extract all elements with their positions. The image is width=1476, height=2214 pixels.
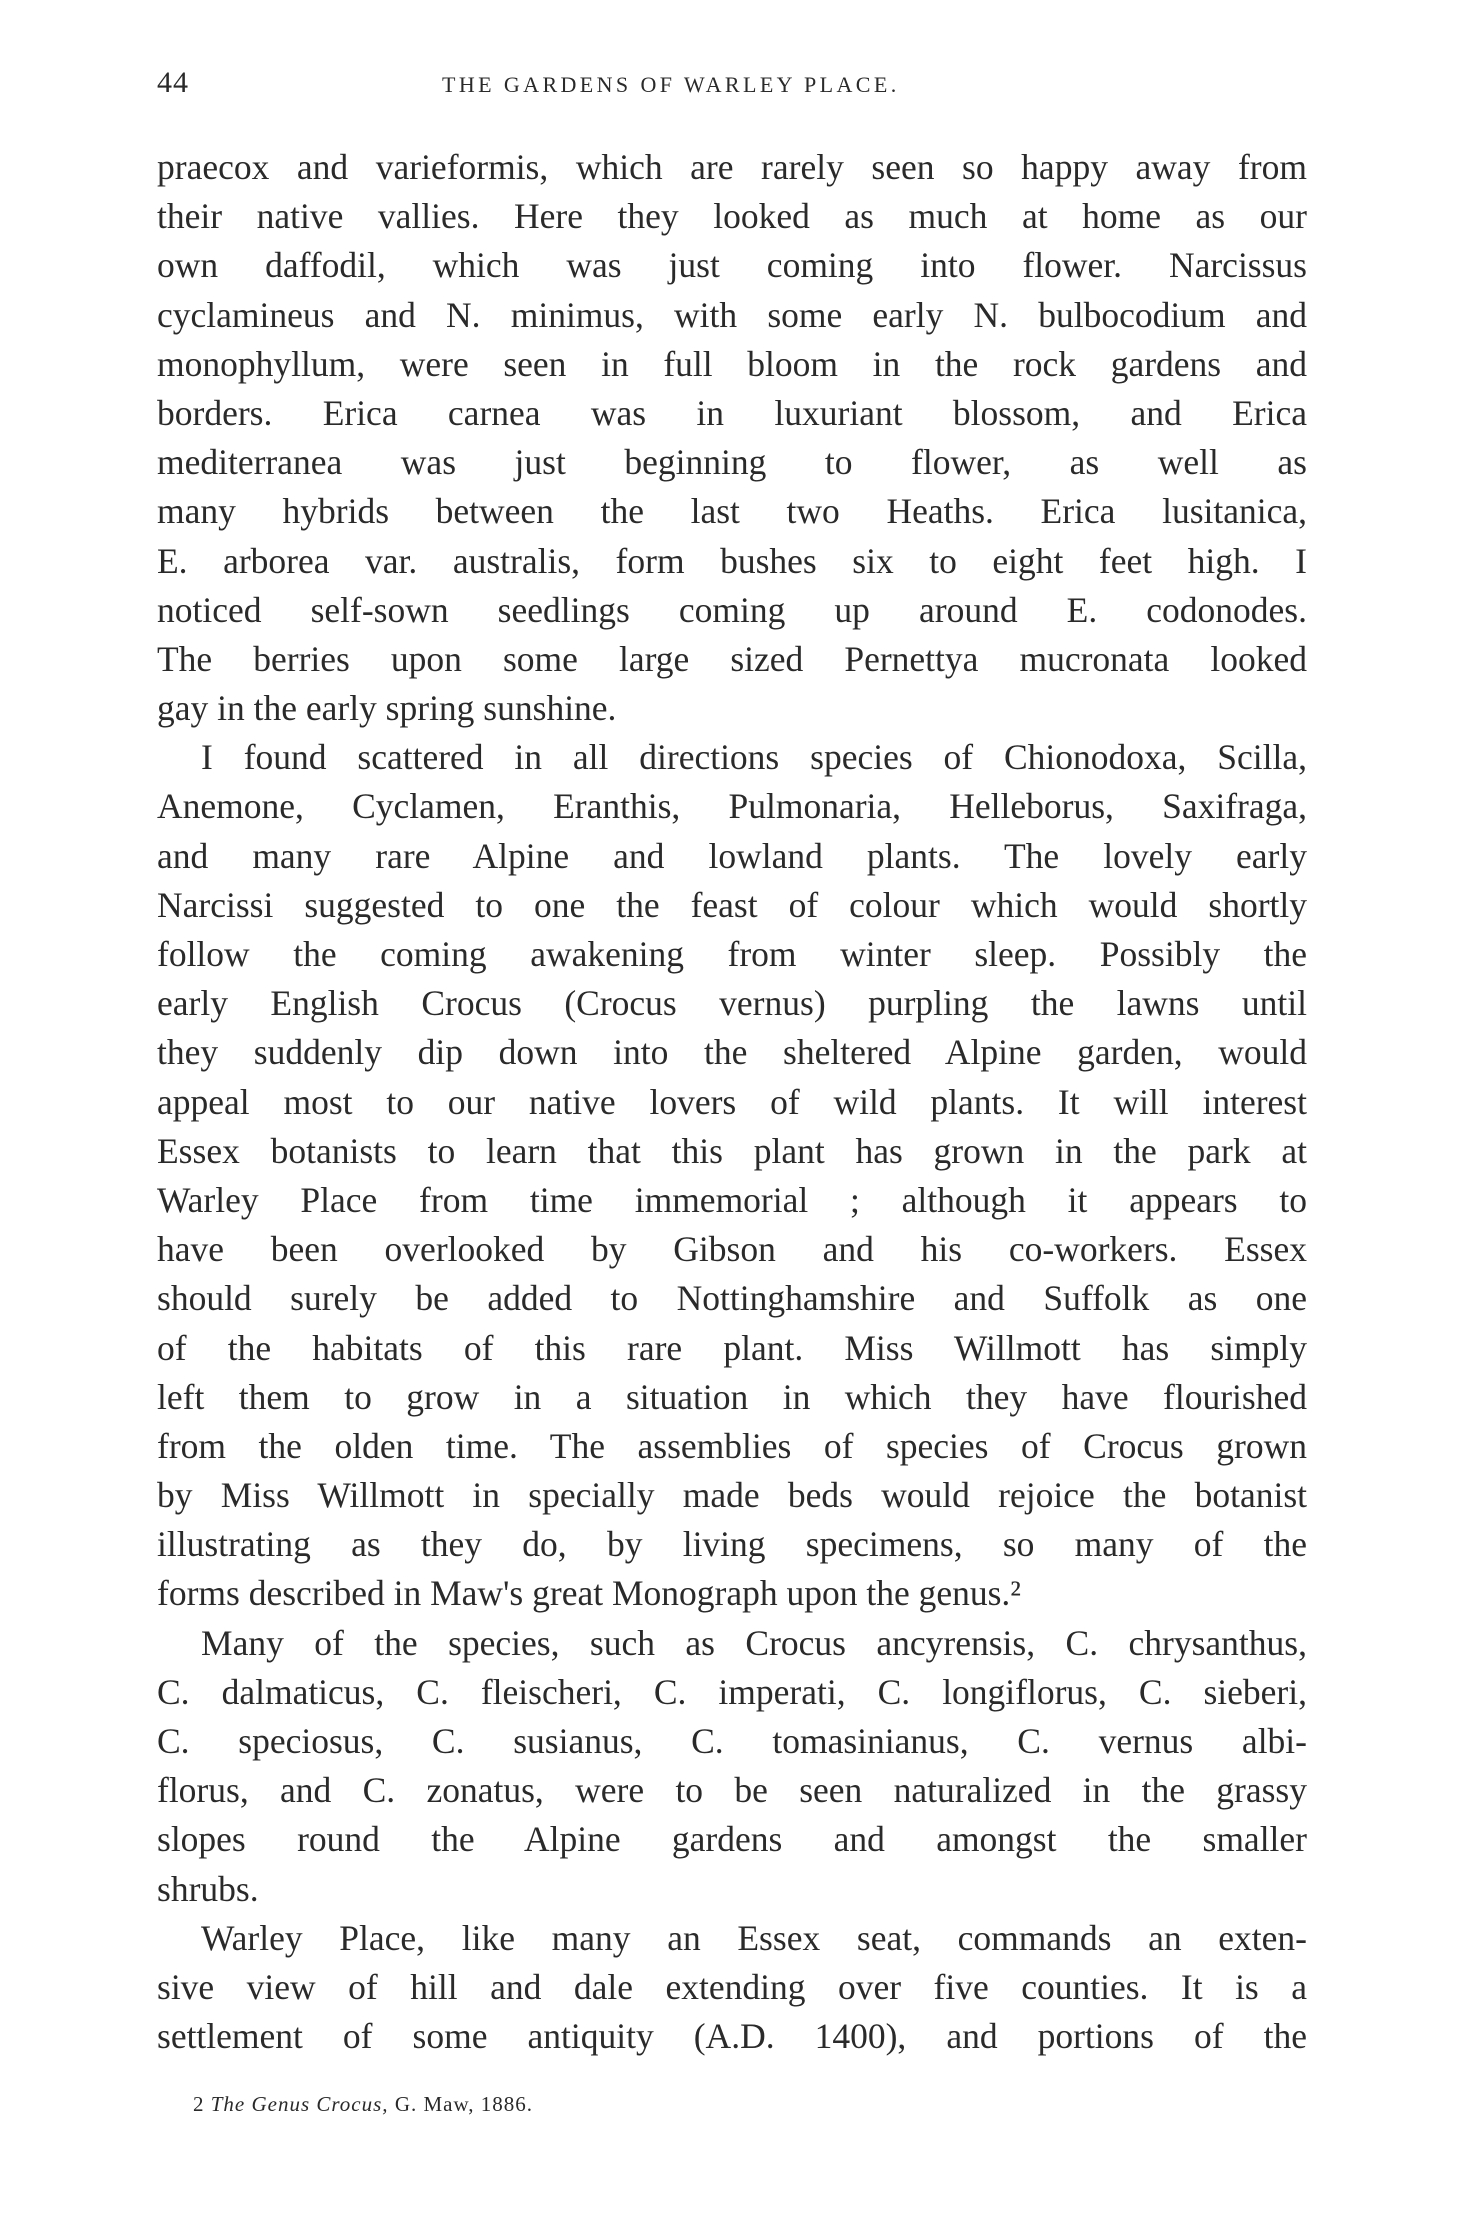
text-line: many hybrids between the last two Heaths. Erica lusitanica, [157, 491, 1307, 532]
text-line: florus, and C. zonatus, were to be seen naturalized in the grassy [157, 1770, 1307, 1811]
text-line: and many rare Alpine and lowland plants. The lovely early [157, 835, 1307, 876]
text-line: Warley Place, like many an Essex seat, commands an exten- [201, 1917, 1307, 1958]
text-line: left them to grow in a situation in which they have flourished [157, 1376, 1307, 1417]
text-line: slopes round the Alpine gardens and amongst the smaller [157, 1819, 1307, 1860]
text-line: praecox and varieformis, which are rarely seen so happy away from [157, 147, 1307, 187]
text-line: follow the coming awakening from winter sleep. Possibly the [157, 934, 1307, 974]
running-head: THE GARDENS OF WARLEY PLACE. [442, 72, 900, 97]
text-line: Anemone, Cyclamen, Eranthis, Pulmonaria, Helleborus, Saxifraga, [157, 786, 1307, 827]
text-line: forms described in Maw's great Monograph upon the genus.² [157, 1573, 1021, 1614]
text-line: of the habitats of this rare plant. Miss Willmott has simply [157, 1327, 1307, 1368]
text-line: illustrating as they do, by living specimens, so many of the [157, 1524, 1307, 1565]
footnote [193, 2092, 533, 2117]
page-number: 44 [157, 66, 189, 99]
footnote-title: The Genus Crocus, [210, 2092, 389, 2116]
body-text [157, 143, 1307, 2061]
text-line: sive view of hill and dale extending over five counties. It is a [157, 1966, 1307, 2007]
text-line: gay in the early spring sunshine. [157, 688, 617, 729]
text-line: have been overlooked by Gibson and his co-workers. Essex [157, 1229, 1307, 1270]
text-line: monophyllum, were seen in full bloom in the rock gardens and [157, 343, 1307, 384]
text-line: Warley Place from time immemorial ; although it appears to [157, 1179, 1307, 1220]
text-line: mediterranea was just beginning to flower, as well as [157, 442, 1307, 483]
text-line: Many of the species, such as Crocus ancyrensis, C. chrysanthus, [201, 1622, 1307, 1663]
text-line: own daffodil, which was just coming into flower. Narcissus [157, 245, 1307, 286]
page-header [157, 66, 1307, 106]
text-line: appeal most to our native lovers of wild plants. It will interest [157, 1081, 1307, 1122]
text-line: by Miss Willmott in specially made beds would rejoice the botanist [157, 1475, 1307, 1516]
text-line: they suddenly dip down into the sheltered Alpine garden, would [157, 1032, 1307, 1073]
footnote-author: G. Maw, 1886. [394, 2092, 534, 2116]
text-line: noticed self-sown seedlings coming up around E. codonodes. [157, 589, 1307, 630]
text-line: The berries upon some large sized Pernettya mucronata looked [157, 638, 1307, 679]
text-line: should surely be added to Nottinghamshire and Suffolk as one [157, 1278, 1307, 1319]
text-line: their native vallies. Here they looked as much at home as our [157, 196, 1307, 237]
text-line: from the olden time. The assemblies of species of Crocus grown [157, 1425, 1307, 1466]
text-line: settlement of some antiquity (A.D. 1400), and portions of the [157, 2016, 1307, 2057]
text-line: early English Crocus (Crocus vernus) purpling the lawns until [157, 983, 1307, 1024]
text-line: cyclamineus and N. minimus, with some early N. bulbocodium and [157, 294, 1307, 335]
text-line: Essex botanists to learn that this plant has grown in the park at [157, 1130, 1307, 1171]
footnote-marker: 2 [193, 2092, 205, 2116]
text-line: Narcissi suggested to one the feast of colour which would shortly [157, 884, 1307, 925]
text-line: I found scattered in all directions species of Chionodoxa, Scilla, [201, 737, 1307, 778]
text-line: E. arborea var. australis, form bushes six to eight feet high. I [157, 540, 1307, 581]
text-line: C. speciosus, C. susianus, C. tomasinianus, C. vernus albi- [157, 1721, 1307, 1761]
text-line: C. dalmaticus, C. fleischeri, C. imperati, C. longiflorus, C. sieberi, [157, 1671, 1307, 1712]
text-line: borders. Erica carnea was in luxuriant blossom, and Erica [157, 392, 1307, 433]
text-line: shrubs. [157, 1868, 259, 1909]
